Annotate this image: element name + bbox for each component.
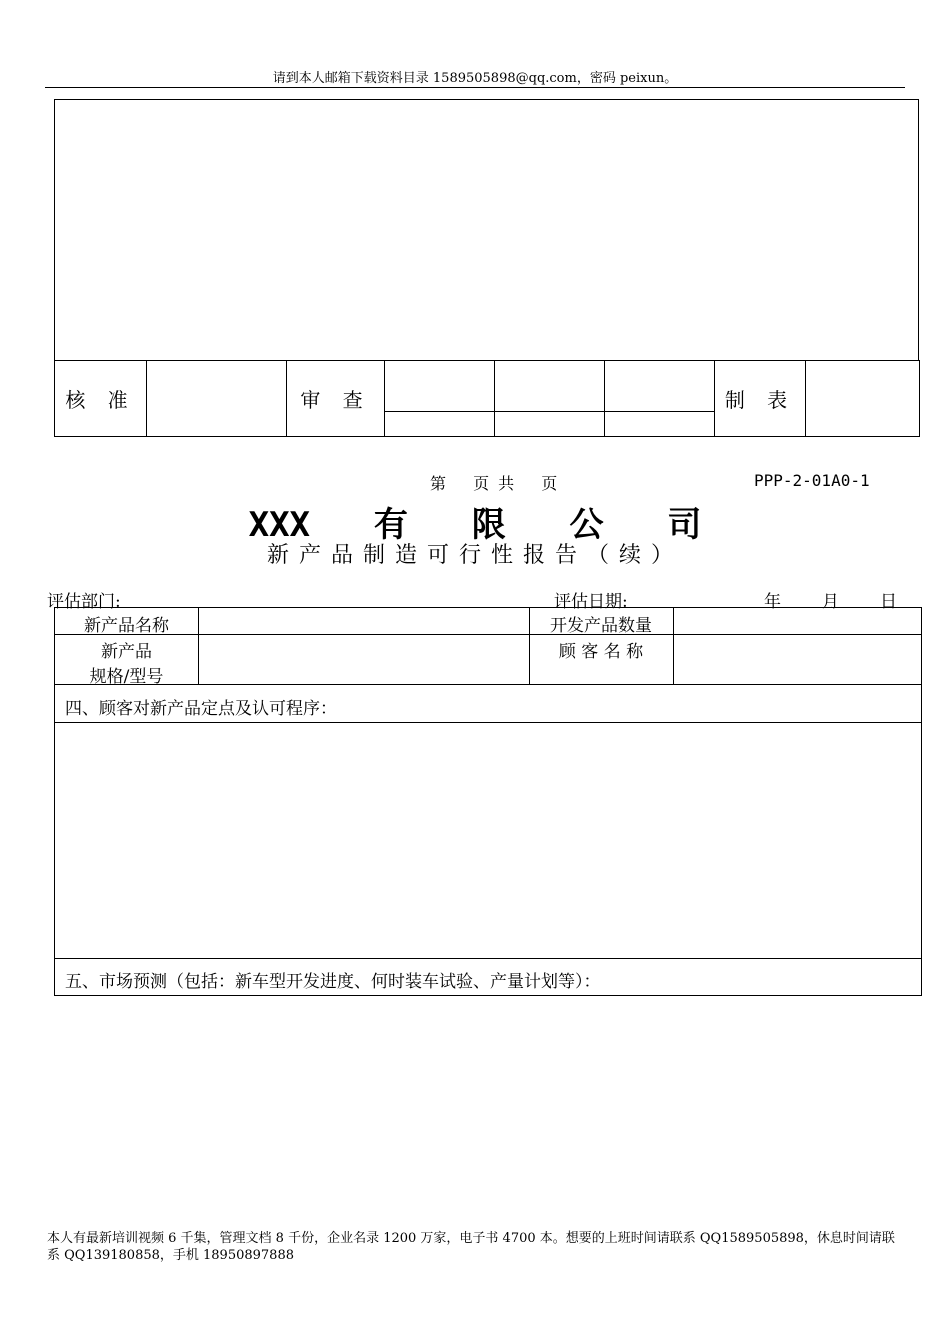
review-field-2[interactable] [494,361,604,436]
date-day: 日 [880,592,897,612]
product-name-field[interactable] [199,608,529,634]
spec-field[interactable] [199,635,529,684]
review-label: 审 查 [286,361,384,436]
dev-qty-label: 开发产品数量 [550,616,652,636]
spec-label-line2: 规格/型号 [89,667,164,687]
product-name-label: 新产品名称 [84,616,169,636]
spec-label-line1: 新产品 [101,642,152,662]
section4-field[interactable] [55,723,921,958]
report-form [54,607,922,996]
approve-field[interactable] [146,361,286,436]
page-number: 第 页 共 页 [430,474,560,493]
report-subtitle: 新产品制造可行性报告（续） [266,543,683,568]
customer-label: 顾 客 名 称 [558,642,644,662]
company-name-part: 公 [569,505,604,545]
section5-title: 五、市场预测（包括：新车型开发进度、何时装车试验、产量计划等）： [65,972,601,992]
date-year: 年 [764,592,781,612]
row-divider [55,958,921,959]
approve-label: 核 准 [65,388,136,412]
review-field-3[interactable] [604,361,714,436]
footer-note: 本人有最新培训视频 6 千集，管理文档 8 千份，企业名录 1200 万家，电子书 4700 本。想要的上班时间请联系 QQ1589505898，休息时间请联系 QQ139180858，手机 18950897888 [47,1231,895,1263]
customer-field[interactable] [674,635,921,684]
review-field-1[interactable] [384,361,494,436]
doc-code: PPP-2-01A0-1 [754,471,870,490]
header-note: 请到本人邮箱下载资料目录 1589505898@qq.com，密码 peixun。 [272,71,678,86]
section4-title: 四、顾客对新产品定点及认可程序： [65,699,337,719]
top-content-box [54,99,919,361]
prepare-label: 制 表 [714,361,805,436]
date-month: 月 [822,592,839,612]
company-name-part: XXX [248,505,311,545]
header-rule [45,87,905,88]
company-name-part: 限 [471,505,506,545]
signoff-row [54,360,920,437]
date-label: 评估日期: [554,592,628,612]
company-name-part: 有 [373,505,408,545]
dev-qty-field[interactable] [674,608,921,634]
dept-label: 评估部门: [47,592,121,612]
prepare-field[interactable] [805,361,919,436]
company-name-part: 司 [667,505,702,545]
